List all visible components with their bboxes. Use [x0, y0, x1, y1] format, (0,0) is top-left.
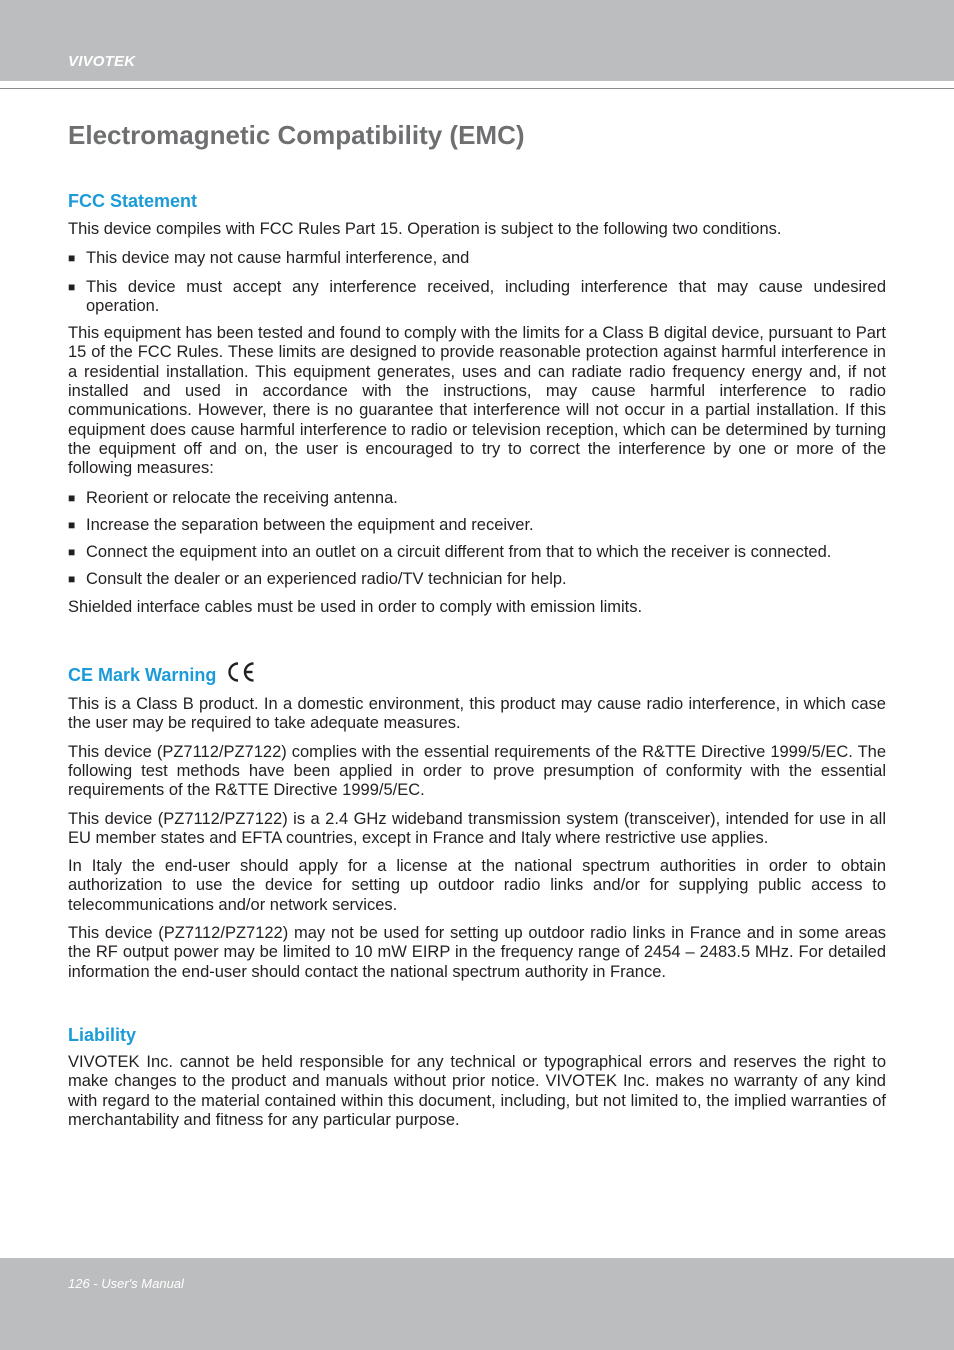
liability-section — [68, 1024, 886, 1130]
footer-bar — [0, 1258, 954, 1350]
list-item: ■ Reorient or relocate the receiving antenna. — [68, 489, 886, 508]
fcc-body: This equipment has been tested and found to comply with the limits for a Class B digital device, pursuant to Part 15 of the FCC Rules. These limits are designed to provide reasonable protection against harmful interference in a residential installation. This equipment generates, uses and can radiate radio frequency energy and, if not installed and used in accordance with the instructions, may cause harmful interference to radio communications. However, there is no guarantee that interference will not occur in a partial installation. If this equipment does cause harmful interference to radio or television reception, which can be determined by turning the equipment off and on, the user is encouraged to try to correct the interference by one or more of the following measures: — [68, 324, 886, 478]
fcc-measures-list — [68, 489, 886, 590]
header-divider — [0, 88, 954, 89]
ce-heading: CE Mark Warning — [68, 664, 217, 685]
ce-paragraph: This device (PZ7112/PZ7122) complies with the essential requirements of the R&TTE Directive 1999/5/EC. The following test methods have been applied in order to prove presumption of conformity with the essential requirements of the R&TTE Directive 1999/5/EC. — [68, 742, 886, 800]
fcc-conditions-list — [68, 249, 886, 316]
list-item: ■ This device must accept any interference received, including interference that may cause undesired operation. — [68, 278, 886, 317]
ce-heading-row — [68, 661, 886, 688]
liability-heading: Liability — [68, 1024, 137, 1045]
list-item: ■ Increase the separation between the equipment and receiver. — [68, 516, 886, 535]
fcc-intro: This device compiles with FCC Rules Part 15. Operation is subject to the following two conditions. — [68, 220, 782, 238]
brand-name: VIVOTEK — [68, 53, 136, 70]
header-bar — [0, 0, 954, 81]
ce-paragraph: In Italy the end-user should apply for a license at the national spectrum authorities in order to obtain authorization to use the device for setting up outdoor radio links and/or for supplying public access to telecommunications and/or network services. — [68, 857, 886, 914]
liability-body: VIVOTEK Inc. cannot be held responsible for any technical or typographical errors and reserves the right to make changes to the product and manuals without prior notice. VIVOTEK Inc. makes no warranty of any kind with regard to the material contained within this document, including, but not limited to, the implied warranties of merchantability and fitness for any particular purpose. — [68, 1052, 886, 1129]
fcc-heading: FCC Statement — [68, 191, 198, 211]
ce-paragraph: This is a Class B product. In a domestic environment, this product may cause radio interference, in which case the user may be required to take adequate measures. — [68, 695, 886, 733]
page-content — [68, 118, 886, 1130]
ce-mark-icon — [226, 661, 256, 688]
ce-section — [68, 661, 886, 982]
fcc-closing: Shielded interface cables must be used in order to comply with emission limits. — [68, 597, 643, 616]
list-item: ■ This device may not cause harmful interference, and — [68, 249, 886, 268]
page-number: 126 - User's Manual — [68, 1276, 184, 1291]
ce-paragraph: This device (PZ7112/PZ7122) may not be used for setting up outdoor radio links in France and in some areas the RF output power may be limited to 10 mW EIRP in the frequency range of 2454 – 2483.5 MHz. For detailed information the end-user should contact the national spectrum authority in France. — [68, 924, 886, 981]
fcc-section — [68, 190, 886, 617]
list-item: ■ Connect the equipment into an outlet on a circuit different from that to which the receiver is connected. — [68, 543, 886, 562]
list-item: ■ Consult the dealer or an experienced radio/TV technician for help. — [68, 570, 886, 589]
page-title: Electromagnetic Compatibility (EMC) — [68, 120, 525, 150]
ce-paragraph: This device (PZ7112/PZ7122) is a 2.4 GHz wideband transmission system (transceiver), intended for use in all EU member states and EFTA countries, except in France and Italy where restrictive use applies. — [68, 809, 886, 847]
